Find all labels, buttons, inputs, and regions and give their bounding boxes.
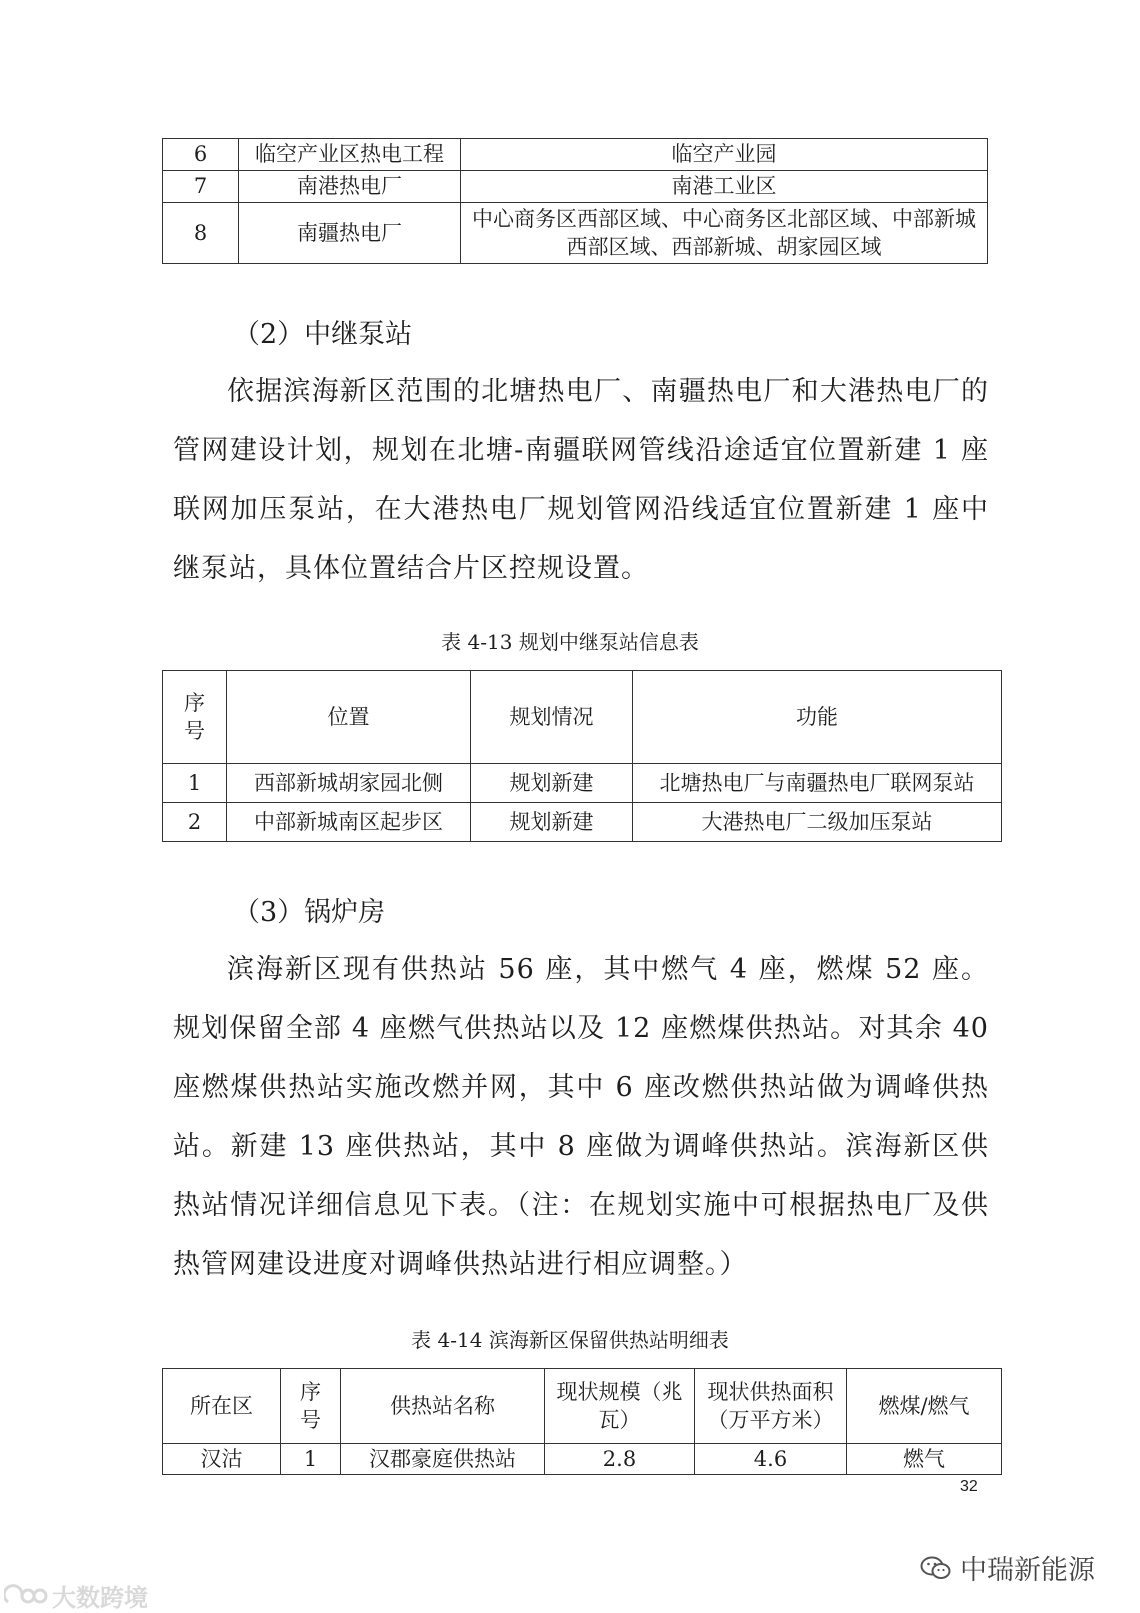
- header-no: 序号: [281, 1369, 341, 1444]
- plant-name: 南疆热电厂: [239, 203, 461, 264]
- plant-name: 临空产业区热电工程: [239, 139, 461, 171]
- wechat-icon: [920, 1555, 952, 1581]
- scale: 2.8: [545, 1444, 695, 1475]
- header-district: 所在区: [163, 1369, 281, 1444]
- row-number: 1: [281, 1444, 341, 1475]
- watermark-logo-icon: [4, 1584, 48, 1608]
- header-status: 规划情况: [471, 671, 633, 764]
- section-heading-boiler: （3）锅炉房: [233, 897, 386, 928]
- table-row: [163, 139, 988, 171]
- boiler-paragraph: 滨海新区现有供热站 56 座，其中燃气 4 座，燃煤 52 座。规划保留全部 4 座燃气供热站以及 12 座燃煤供热站。对其余 40 座燃煤供热站实施改燃并网，其中 6 座改燃供热站做为调峰供热站。新建 13 座供热站，其中 8 座做为调峰供热站。滨海新区供热站情况详细信息见下表。（注：在规划实施中可根据热电厂及供热管网建设进度对调峰供热站进行相应调整。）: [173, 954, 989, 1280]
- row-number: 8: [163, 203, 239, 264]
- relay-table-caption: 表 4-13 规划中继泵站信息表: [441, 630, 699, 654]
- heating-station-table: [162, 1368, 1002, 1475]
- location: 中部新城南区起步区: [227, 803, 471, 842]
- status: 规划新建: [471, 803, 633, 842]
- service-area: 中心商务区西部区域、中心商务区北部区域、中部新城西部区域、西部新城、胡家园区域: [461, 203, 988, 264]
- page-number: 32: [960, 1478, 978, 1495]
- function: 北塘热电厂与南疆热电厂联网泵站: [633, 764, 1002, 803]
- header-scale: 现状规模（兆瓦）: [545, 1369, 695, 1444]
- header-function: 功能: [633, 671, 1002, 764]
- plant-name: 南港热电厂: [239, 171, 461, 203]
- status: 规划新建: [471, 764, 633, 803]
- watermark: [4, 1578, 148, 1613]
- row-number: 2: [163, 803, 227, 842]
- relay-paragraph: 依据滨海新区范围的北塘热电厂、南疆热电厂和大港热电厂的管网建设计划，规划在北塘-南疆联网管线沿途适宜位置新建 1 座联网加压泵站，在大港热电厂规划管网沿线适宜位置新建 1 座中继泵站，具体位置结合片区控规设置。: [173, 376, 989, 584]
- relay-station-table: [162, 670, 1002, 842]
- header-location: 位置: [227, 671, 471, 764]
- table-row: [163, 1444, 1002, 1475]
- header-station-name: 供热站名称: [341, 1369, 545, 1444]
- header-area: 现状供热面积（万平方米）: [695, 1369, 847, 1444]
- wechat-account-name: 中瑞新能源: [960, 1555, 1095, 1586]
- table-row: [163, 764, 1002, 803]
- row-number: 1: [163, 764, 227, 803]
- heating-area: 4.6: [695, 1444, 847, 1475]
- location: 西部新城胡家园北侧: [227, 764, 471, 803]
- station-name: 汉郡豪庭供热站: [341, 1444, 545, 1475]
- wechat-account-badge: [920, 1548, 1095, 1587]
- table-row: [163, 203, 988, 264]
- district: 汉沽: [163, 1444, 281, 1475]
- row-number: 7: [163, 171, 239, 203]
- table-row: [163, 171, 988, 203]
- row-number: 6: [163, 139, 239, 171]
- section-heading-relay: （2）中继泵站: [233, 319, 413, 350]
- header-no: 序号: [163, 671, 227, 764]
- header-fuel: 燃煤/燃气: [847, 1369, 1002, 1444]
- function: 大港热电厂二级加压泵站: [633, 803, 1002, 842]
- heat-table-caption: 表 4-14 滨海新区保留供热站明细表: [411, 1328, 729, 1352]
- service-area: 南港工业区: [461, 171, 988, 203]
- watermark-text: 大数跨境: [52, 1584, 148, 1612]
- table-row: [163, 803, 1002, 842]
- fuel-type: 燃气: [847, 1444, 1002, 1475]
- table-header-row: [163, 671, 1002, 764]
- service-area: 临空产业园: [461, 139, 988, 171]
- plant-service-table: [162, 138, 988, 264]
- table-header-row: [163, 1369, 1002, 1444]
